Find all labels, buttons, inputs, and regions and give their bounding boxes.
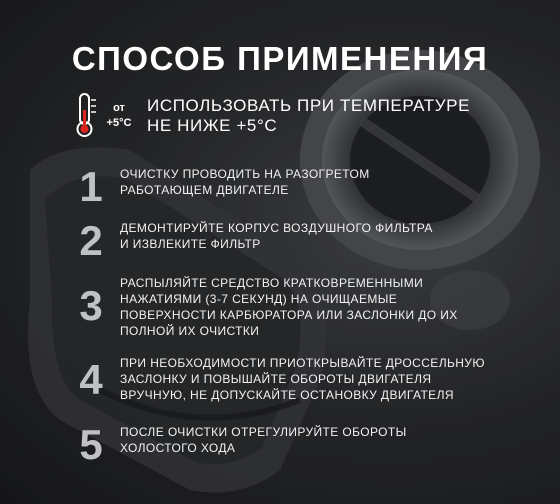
step-number: 4 [79, 356, 103, 403]
step-line: НАЖАТИЯМИ (3-7 СЕКУНД) НА ОЧИЩАЕМЫЕ [120, 292, 398, 306]
step-line: ПРИ НЕОБХОДИМОСТИ ПРИОТКРЫВАЙТЕ ДРОССЕЛЬНУЮ [120, 356, 485, 370]
step-line: ОЧИСТКУ ПРОВОДИТЬ НА РАЗОГРЕТОМ [120, 167, 370, 181]
step-line: ПОСЛЕ ОЧИСТКИ ОТРЕГУЛИРУЙТЕ ОБОРОТЫ [120, 425, 407, 439]
step-line: ДЕМОНТИРУЙТЕ КОРПУС ВОЗДУШНОГО ФИЛЬТРА [120, 221, 433, 235]
step-number: 5 [79, 421, 103, 468]
temperature-line-1: ИСПОЛЬЗОВАТЬ ПРИ ТЕМПЕРАТУРЕ [147, 96, 471, 115]
page-title: СПОСОБ ПРИМЕНЕНИЯ [71, 40, 489, 77]
step-line: ВРУЧНУЮ, НЕ ДОПУСКАЙТЕ ОСТАНОВКУ ДВИГАТЕЛЯ [120, 388, 454, 402]
step-line: ПОЛНОЙ ИХ ОЧИСТКИ [120, 324, 260, 338]
step-number: 2 [79, 217, 103, 264]
temperature-line-2: НЕ НИЖЕ +5°C [147, 116, 278, 135]
step-line: ХОЛОСТОГО ХОДА [120, 441, 236, 455]
step-line: И ИЗВЛЕКИТЕ ФИЛЬТР [120, 237, 261, 251]
temperature-badge-value: +5°C [106, 117, 132, 129]
temperature-badge [101, 101, 137, 131]
step-text [120, 220, 500, 252]
step-line: ПОВЕРХНОСТИ КАРБЮРАТОРА ИЛИ ЗАСЛОНКИ ДО ИХ [120, 308, 458, 322]
step-line: ЗАСЛОНКУ И ПОВЫШАЙТЕ ОБОРОТЫ ДВИГАТЕЛЯ [120, 372, 432, 386]
step-number: 1 [79, 163, 103, 210]
step-text [120, 275, 500, 339]
temperature-requirement [147, 96, 537, 136]
thermometer-icon [74, 92, 100, 138]
step-line: РАСПЫЛЯЙТЕ СРЕДСТВО КРАТКОВРЕМЕННЫМИ [120, 276, 424, 290]
step-number: 3 [79, 282, 103, 329]
step-text [120, 355, 500, 403]
temperature-badge-from: от [113, 102, 125, 114]
step-text [120, 424, 500, 456]
step-line: РАБОТАЮЩЕМ ДВИГАТЕЛЕ [120, 183, 289, 197]
step-text [120, 166, 500, 198]
